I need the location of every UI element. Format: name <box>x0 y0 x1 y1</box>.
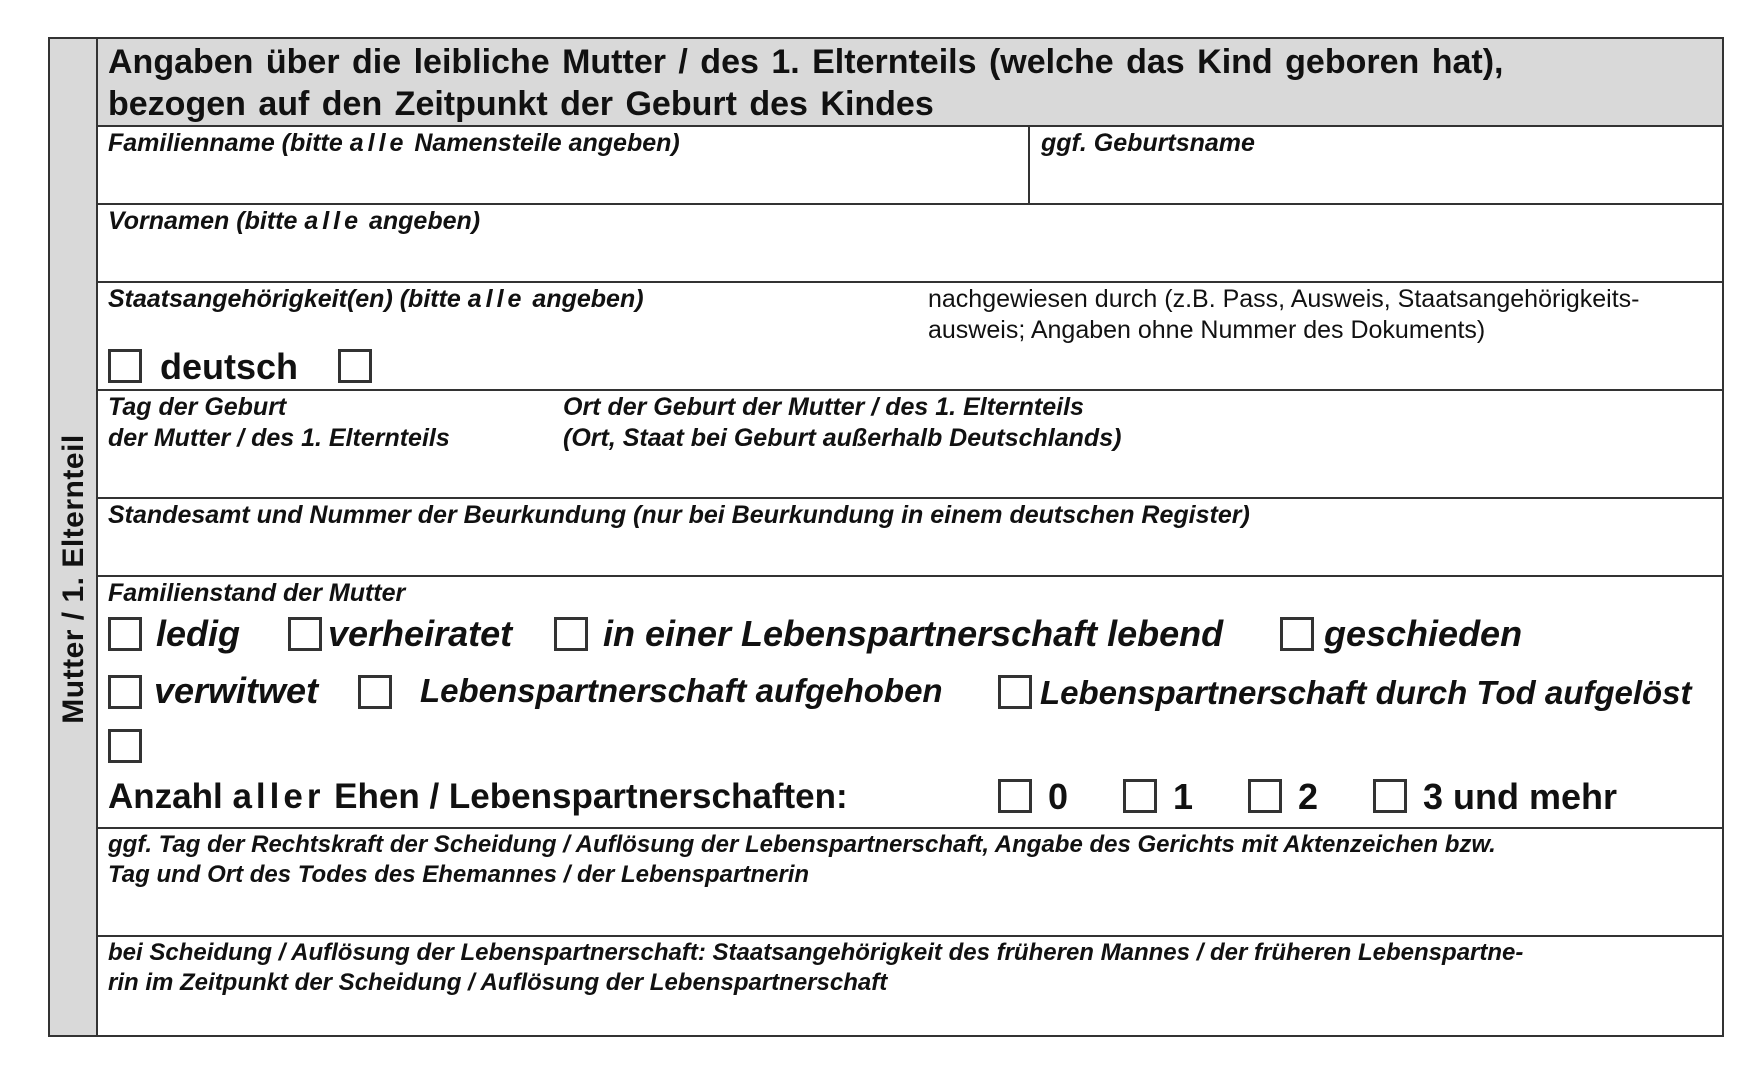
anzahl-0-label: 0 <box>1048 776 1069 817</box>
rechtskraft-row[interactable] <box>98 829 1722 937</box>
nachweis-line-2: ausweis; Angaben ohne Nummer des Dokuments) <box>928 316 1486 344</box>
anzahl-ehen-label: Anzahl aller Ehen / Lebenspartnerschaften: <box>108 777 848 816</box>
geburtstag-label-line-1: Tag der Geburt <box>108 393 287 421</box>
geburtsort-label-line-2: (Ort, Staat bei Geburt außerhalb Deutschlands) <box>563 424 1122 452</box>
verwitwet-checkbox[interactable] <box>108 675 142 709</box>
other-status-checkbox[interactable] <box>108 729 142 763</box>
ledig-checkbox[interactable] <box>108 617 142 651</box>
rechtskraft-label-line-2: Tag und Ort des Todes des Ehemannes / der Lebenspartnerin <box>108 861 810 888</box>
form-main <box>98 39 1722 1035</box>
verheiratet-checkbox[interactable] <box>288 617 322 651</box>
familienstand-row <box>98 577 1722 829</box>
familienname-label: Familienname (bitte alle Namensteile angeben) <box>108 129 680 157</box>
scheidung-row[interactable] <box>98 937 1722 1035</box>
familienname-field[interactable] <box>98 127 1028 203</box>
geschieden-label: geschieden <box>1324 613 1523 654</box>
rechtskraft-label-line-1: ggf. Tag der Rechtskraft der Scheidung / Auflösung der Lebenspartnerschaft, Angabe des Gerichts mit Aktenzeichen bzw. <box>108 831 1496 858</box>
staatsangehoerigkeit-row <box>98 283 1722 391</box>
nachweis-line-1: nachgewiesen durch (z.B. Pass, Ausweis, Staatsangehörigkeits- <box>928 285 1640 313</box>
geburtsname-label: ggf. Geburtsname <box>1041 129 1255 157</box>
geburtsname-field[interactable] <box>1030 127 1722 203</box>
verheiratet-label: verheiratet <box>328 613 513 654</box>
familienname-row <box>98 127 1722 205</box>
staatsangehoerigkeit-label: Staatsangehörigkeit(en) (bitte alle angeben) <box>108 285 644 313</box>
scheidung-label-line-2: rin im Zeitpunkt der Scheidung / Auflösung der Lebenspartnerschaft <box>108 969 888 996</box>
anzahl-3-label: 3 und mehr <box>1423 776 1618 817</box>
geburtstag-label-line-2: der Mutter / des 1. Elternteils <box>108 424 450 452</box>
header-title <box>108 41 1662 125</box>
geburt-row[interactable] <box>98 391 1722 499</box>
header-line-2: bezogen auf den Zeitpunkt der Geburt des Kindes <box>108 85 934 123</box>
anzahl-0-checkbox[interactable] <box>998 779 1032 813</box>
anzahl-2-label: 2 <box>1298 776 1319 817</box>
geschieden-checkbox[interactable] <box>1280 617 1314 651</box>
lebenspartnerschaft-checkbox[interactable] <box>554 617 588 651</box>
vornamen-label: Vornamen (bitte alle angeben) <box>108 207 481 235</box>
side-label: Mutter / 1. Elternteil <box>57 434 90 724</box>
standesamt-row[interactable] <box>98 499 1722 577</box>
mother-data-form <box>48 37 1724 1037</box>
ledig-label: ledig <box>156 613 241 654</box>
side-bar <box>50 39 98 1035</box>
deutsch-checkbox[interactable] <box>108 349 142 383</box>
aufgeloest-checkbox[interactable] <box>998 675 1032 709</box>
lebenspartnerschaft-label: in einer Lebenspartnerschaft lebend <box>603 613 1224 654</box>
deutsch-label: deutsch <box>160 346 299 387</box>
standesamt-label: Standesamt und Nummer der Beurkundung (nur bei Beurkundung in einem deutschen Register) <box>108 501 1250 529</box>
familienstand-label: Familienstand der Mutter <box>108 579 406 607</box>
form-header <box>98 39 1722 127</box>
aufgeloest-label: Lebenspartnerschaft durch Tod aufgelöst <box>1040 674 1692 711</box>
scheidung-label-line-1: bei Scheidung / Auflösung der Lebenspartnerschaft: Staatsangehörigkeit des früheren Mannes / der früheren Lebenspartne- <box>108 939 1524 966</box>
aufgehoben-label: Lebenspartnerschaft aufgehoben <box>420 672 943 709</box>
anzahl-1-label: 1 <box>1173 776 1194 817</box>
anzahl-2-checkbox[interactable] <box>1248 779 1282 813</box>
other-nationality-checkbox[interactable] <box>338 349 372 383</box>
aufgehoben-checkbox[interactable] <box>358 675 392 709</box>
anzahl-3-checkbox[interactable] <box>1373 779 1407 813</box>
vornamen-row[interactable] <box>98 205 1722 283</box>
geburtsort-label-line-1: Ort der Geburt der Mutter / des 1. Elternteils <box>563 393 1084 421</box>
verwitwet-label: verwitwet <box>154 670 319 711</box>
header-line-1: Angaben über die leibliche Mutter / des 1. Elternteils (welche das Kind geboren hat), <box>108 43 1504 81</box>
anzahl-1-checkbox[interactable] <box>1123 779 1157 813</box>
